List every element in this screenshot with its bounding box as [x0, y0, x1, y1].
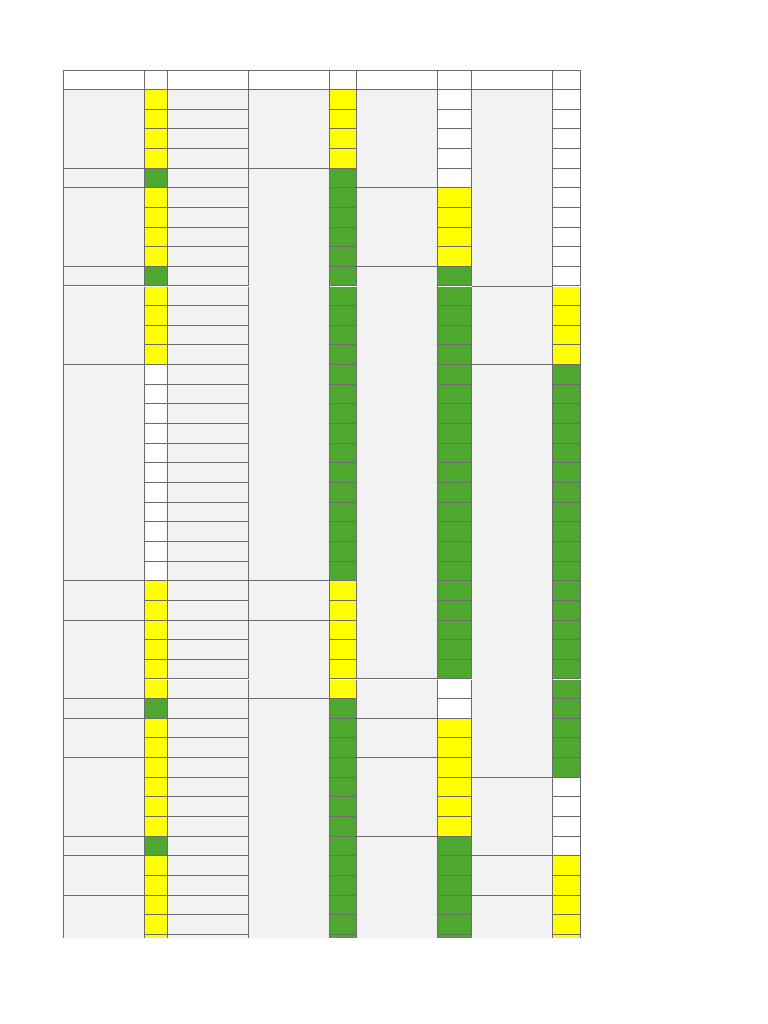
maquina3-status-swatch: [553, 837, 581, 857]
maquina3-activity-label: [472, 856, 553, 895]
maquina1-status-swatch: [330, 778, 357, 798]
maquina1-status-swatch: [330, 169, 357, 189]
maquina3-status-swatch: [553, 660, 581, 680]
time-cell: [168, 365, 249, 385]
header-6: [357, 70, 438, 90]
maquina2-status-swatch: [438, 306, 472, 326]
time-cell: [168, 287, 249, 307]
operario-status-swatch: [145, 169, 168, 189]
maquina2-status-swatch: [438, 208, 472, 228]
time-cell: [168, 699, 249, 719]
maquina2-status-swatch: [438, 542, 472, 562]
maquina2-status-swatch: [438, 935, 472, 938]
maquina1-status-swatch: [330, 247, 357, 267]
maquina1-status-swatch: [330, 896, 357, 916]
maquina1-status-swatch: [330, 306, 357, 326]
maquina1-status-swatch: [330, 463, 357, 483]
operario-status-swatch: [145, 110, 168, 130]
maquina1-status-swatch: [330, 228, 357, 248]
operario-activity-label: [63, 169, 145, 189]
time-cell: [168, 856, 249, 876]
maquina2-status-swatch: [438, 345, 472, 365]
maquina3-status-swatch: [553, 110, 581, 130]
header-5: [330, 70, 357, 90]
maquina2-status-swatch: [438, 758, 472, 778]
maquina3-status-swatch: [553, 915, 581, 935]
maquina1-status-swatch: [330, 797, 357, 817]
operario-status-swatch: [145, 719, 168, 739]
maquina3-status-swatch: [553, 778, 581, 798]
maquina1-status-swatch: [330, 424, 357, 444]
maquina1-status-swatch: [330, 640, 357, 660]
maquina1-status-swatch: [330, 935, 357, 938]
operario-activity-label: [63, 758, 145, 837]
maquina1-status-swatch: [330, 188, 357, 208]
operario-status-swatch: [145, 267, 168, 287]
maquina1-status-swatch: [330, 522, 357, 542]
maquina3-status-swatch: [553, 522, 581, 542]
maquina2-status-swatch: [438, 778, 472, 798]
maquina3-status-swatch: [553, 169, 581, 189]
maquina1-status-swatch: [330, 267, 357, 287]
maquina2-activity-label: [357, 837, 438, 938]
operario-status-swatch: [145, 542, 168, 562]
maquina2-status-swatch: [438, 110, 472, 130]
time-cell: [168, 385, 249, 405]
maquina3-status-swatch: [553, 306, 581, 326]
operario-status-swatch: [145, 228, 168, 248]
operario-activity-label: [63, 90, 145, 169]
operario-status-swatch: [145, 444, 168, 464]
operario-status-swatch: [145, 463, 168, 483]
time-cell: [168, 817, 249, 837]
operario-status-swatch: [145, 935, 168, 938]
maquina2-status-swatch: [438, 169, 472, 189]
operario-status-swatch: [145, 856, 168, 876]
operario-status-swatch: [145, 188, 168, 208]
maquina3-activity-label: [472, 287, 553, 366]
maquina2-status-swatch: [438, 876, 472, 896]
maquina3-status-swatch: [553, 90, 581, 110]
maquina3-status-swatch: [553, 483, 581, 503]
operario-status-swatch: [145, 562, 168, 582]
maquina1-status-swatch: [330, 817, 357, 837]
time-cell: [168, 581, 249, 601]
maquina2-status-swatch: [438, 719, 472, 739]
time-cell: [168, 738, 249, 758]
time-cell: [168, 660, 249, 680]
operario-status-swatch: [145, 483, 168, 503]
operario-status-swatch: [145, 896, 168, 916]
maquina1-status-swatch: [330, 876, 357, 896]
maquina1-status-swatch: [330, 837, 357, 857]
operario-activity-label: [63, 621, 145, 700]
time-cell: [168, 208, 249, 228]
time-cell: [168, 542, 249, 562]
maquina2-status-swatch: [438, 738, 472, 758]
time-cell: [168, 326, 249, 346]
operario-status-swatch: [145, 90, 168, 110]
maquina1-status-swatch: [330, 503, 357, 523]
time-cell: [168, 404, 249, 424]
maquina2-activity-label: [357, 90, 438, 188]
operario-activity-label: [63, 581, 145, 620]
operario-status-swatch: [145, 738, 168, 758]
time-cell: [168, 896, 249, 916]
maquina2-activity-label: [357, 680, 438, 719]
time-cell: [168, 149, 249, 169]
operario-status-swatch: [145, 365, 168, 385]
maquina3-status-swatch: [553, 385, 581, 405]
maquina3-status-swatch: [553, 444, 581, 464]
maquina2-status-swatch: [438, 660, 472, 680]
maquina3-status-swatch: [553, 621, 581, 641]
header-1: [63, 70, 145, 90]
maquina1-status-swatch: [330, 581, 357, 601]
maquina3-status-swatch: [553, 404, 581, 424]
operario-status-swatch: [145, 306, 168, 326]
time-cell: [168, 719, 249, 739]
time-cell: [168, 621, 249, 641]
time-cell: [168, 935, 249, 938]
maquina2-status-swatch: [438, 680, 472, 700]
maquina3-status-swatch: [553, 463, 581, 483]
operario-status-swatch: [145, 758, 168, 778]
maquina3-status-swatch: [553, 719, 581, 739]
operario-status-swatch: [145, 404, 168, 424]
time-cell: [168, 778, 249, 798]
time-cell: [168, 345, 249, 365]
time-cell: [168, 444, 249, 464]
maquina2-status-swatch: [438, 896, 472, 916]
time-cell: [168, 483, 249, 503]
maquina2-status-swatch: [438, 463, 472, 483]
maquina2-status-swatch: [438, 915, 472, 935]
maquina2-status-swatch: [438, 247, 472, 267]
maquina1-status-swatch: [330, 365, 357, 385]
maquina3-status-swatch: [553, 365, 581, 385]
operario-status-swatch: [145, 640, 168, 660]
operario-status-swatch: [145, 522, 168, 542]
maquina2-status-swatch: [438, 267, 472, 287]
maquina2-status-swatch: [438, 856, 472, 876]
maquina1-status-swatch: [330, 915, 357, 935]
maquina1-activity-label: [249, 699, 330, 938]
operario-activity-label: [63, 856, 145, 895]
maquina3-status-swatch: [553, 345, 581, 365]
maquina3-status-swatch: [553, 149, 581, 169]
maquina3-status-swatch: [553, 876, 581, 896]
maquina2-status-swatch: [438, 817, 472, 837]
time-cell: [168, 522, 249, 542]
operario-activity-label: [63, 287, 145, 366]
operario-status-swatch: [145, 797, 168, 817]
maquina3-status-swatch: [553, 188, 581, 208]
maquina3-status-swatch: [553, 247, 581, 267]
operario-status-swatch: [145, 385, 168, 405]
maquina2-status-swatch: [438, 621, 472, 641]
maquina1-status-swatch: [330, 562, 357, 582]
maquina2-status-swatch: [438, 797, 472, 817]
maquina3-status-swatch: [553, 738, 581, 758]
schedule-sheet: [63, 70, 581, 938]
maquina3-status-swatch: [553, 267, 581, 287]
maquina1-activity-label: [249, 581, 330, 620]
operario-status-swatch: [145, 660, 168, 680]
maquina3-status-swatch: [553, 228, 581, 248]
maquina3-status-swatch: [553, 129, 581, 149]
header-8: [472, 70, 553, 90]
maquina1-status-swatch: [330, 601, 357, 621]
maquina1-status-swatch: [330, 680, 357, 700]
operario-activity-label: [63, 699, 145, 719]
maquina2-status-swatch: [438, 129, 472, 149]
operario-status-swatch: [145, 876, 168, 896]
maquina1-status-swatch: [330, 738, 357, 758]
maquina1-status-swatch: [330, 621, 357, 641]
maquina2-status-swatch: [438, 699, 472, 719]
time-cell: [168, 129, 249, 149]
maquina2-status-swatch: [438, 149, 472, 169]
maquina2-activity-label: [357, 719, 438, 758]
maquina3-status-swatch: [553, 562, 581, 582]
operario-status-swatch: [145, 345, 168, 365]
time-cell: [168, 110, 249, 130]
maquina3-status-swatch: [553, 935, 581, 938]
operario-activity-label: [63, 719, 145, 758]
operario-status-swatch: [145, 837, 168, 857]
maquina1-status-swatch: [330, 149, 357, 169]
operario-status-swatch: [145, 503, 168, 523]
maquina2-status-swatch: [438, 385, 472, 405]
maquina2-status-swatch: [438, 228, 472, 248]
header-7: [438, 70, 472, 90]
maquina1-status-swatch: [330, 208, 357, 228]
maquina1-status-swatch: [330, 444, 357, 464]
maquina1-activity-label: [249, 90, 330, 169]
operario-status-swatch: [145, 699, 168, 719]
maquina2-status-swatch: [438, 444, 472, 464]
operario-activity-label: [63, 365, 145, 581]
maquina1-status-swatch: [330, 719, 357, 739]
maquina3-status-swatch: [553, 680, 581, 700]
maquina3-status-swatch: [553, 581, 581, 601]
maquina1-status-swatch: [330, 404, 357, 424]
maquina1-status-swatch: [330, 345, 357, 365]
maquina2-status-swatch: [438, 90, 472, 110]
time-cell: [168, 601, 249, 621]
maquina2-status-swatch: [438, 837, 472, 857]
maquina3-status-swatch: [553, 797, 581, 817]
maquina1-status-swatch: [330, 699, 357, 719]
time-cell: [168, 876, 249, 896]
time-cell: [168, 915, 249, 935]
operario-activity-label: [63, 188, 145, 267]
maquina3-activity-label: [472, 365, 553, 778]
header-4: [249, 70, 330, 90]
time-cell: [168, 169, 249, 189]
operario-status-swatch: [145, 680, 168, 700]
time-cell: [168, 228, 249, 248]
maquina1-status-swatch: [330, 856, 357, 876]
time-cell: [168, 90, 249, 110]
operario-status-swatch: [145, 149, 168, 169]
maquina1-activity-label: [249, 169, 330, 582]
maquina3-status-swatch: [553, 424, 581, 444]
maquina2-status-swatch: [438, 287, 472, 307]
maquina1-status-swatch: [330, 483, 357, 503]
maquina1-status-swatch: [330, 326, 357, 346]
maquina3-status-swatch: [553, 817, 581, 837]
time-cell: [168, 463, 249, 483]
header-9: [553, 70, 581, 90]
maquina3-status-swatch: [553, 699, 581, 719]
operario-status-swatch: [145, 287, 168, 307]
maquina1-status-swatch: [330, 287, 357, 307]
operario-status-swatch: [145, 129, 168, 149]
time-cell: [168, 306, 249, 326]
maquina1-status-swatch: [330, 90, 357, 110]
maquina3-activity-label: [472, 90, 553, 287]
maquina1-status-swatch: [330, 385, 357, 405]
operario-activity-label: [63, 896, 145, 938]
maquina3-status-swatch: [553, 542, 581, 562]
header-2: [145, 70, 168, 90]
maquina2-status-swatch: [438, 326, 472, 346]
operario-status-swatch: [145, 326, 168, 346]
time-cell: [168, 562, 249, 582]
header-3: [168, 70, 249, 90]
operario-status-swatch: [145, 621, 168, 641]
time-cell: [168, 503, 249, 523]
maquina2-status-swatch: [438, 522, 472, 542]
time-cell: [168, 640, 249, 660]
operario-activity-label: [63, 267, 145, 287]
maquina3-status-swatch: [553, 287, 581, 307]
maquina2-status-swatch: [438, 483, 472, 503]
maquina3-status-swatch: [553, 326, 581, 346]
maquina3-status-swatch: [553, 896, 581, 916]
time-cell: [168, 837, 249, 857]
time-cell: [168, 758, 249, 778]
maquina1-status-swatch: [330, 542, 357, 562]
maquina3-status-swatch: [553, 503, 581, 523]
maquina1-status-swatch: [330, 129, 357, 149]
time-cell: [168, 267, 249, 287]
time-cell: [168, 424, 249, 444]
time-cell: [168, 188, 249, 208]
time-cell: [168, 680, 249, 700]
operario-status-swatch: [145, 208, 168, 228]
maquina2-activity-label: [357, 188, 438, 267]
maquina3-status-swatch: [553, 601, 581, 621]
maquina2-status-swatch: [438, 188, 472, 208]
operario-activity-label: [63, 837, 145, 857]
maquina3-status-swatch: [553, 758, 581, 778]
maquina1-activity-label: [249, 621, 330, 700]
maquina2-status-swatch: [438, 562, 472, 582]
maquina1-status-swatch: [330, 660, 357, 680]
operario-status-swatch: [145, 817, 168, 837]
time-cell: [168, 797, 249, 817]
maquina3-status-swatch: [553, 640, 581, 660]
maquina2-status-swatch: [438, 601, 472, 621]
maquina2-status-swatch: [438, 365, 472, 385]
maquina2-activity-label: [357, 267, 438, 680]
time-cell: [168, 247, 249, 267]
operario-status-swatch: [145, 601, 168, 621]
maquina2-status-swatch: [438, 581, 472, 601]
maquina2-status-swatch: [438, 640, 472, 660]
maquina3-status-swatch: [553, 208, 581, 228]
operario-status-swatch: [145, 915, 168, 935]
operario-status-swatch: [145, 581, 168, 601]
maquina2-status-swatch: [438, 503, 472, 523]
maquina2-status-swatch: [438, 404, 472, 424]
operario-status-swatch: [145, 247, 168, 267]
maquina2-activity-label: [357, 758, 438, 837]
operario-status-swatch: [145, 778, 168, 798]
maquina1-status-swatch: [330, 758, 357, 778]
maquina3-activity-label: [472, 778, 553, 857]
maquina2-status-swatch: [438, 424, 472, 444]
maquina3-status-swatch: [553, 856, 581, 876]
maquina3-activity-label: [472, 896, 553, 938]
maquina1-status-swatch: [330, 110, 357, 130]
operario-status-swatch: [145, 424, 168, 444]
